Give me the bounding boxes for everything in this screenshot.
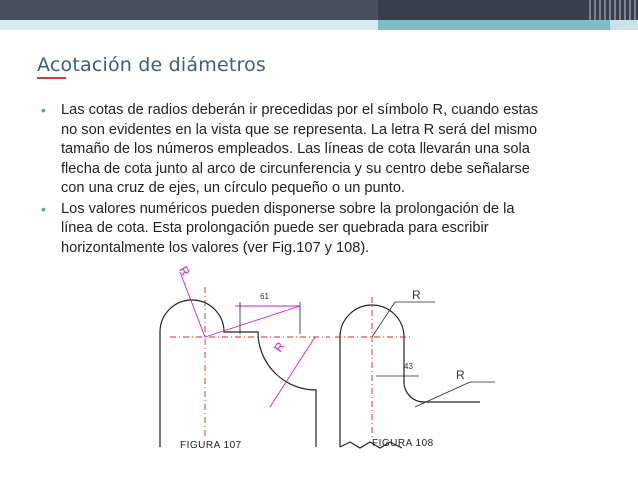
bullet-line: Las cotas de radios deberán ir precedidas por el símbolo R, cuando estas xyxy=(61,102,539,118)
fig108-dimension-lines xyxy=(372,302,495,407)
bullet-line: línea de cota. Esta prolongación puede ser quebrada para escribir xyxy=(61,220,489,236)
bullet-line: con una cruz de ejes, un círculo pequeño o un punto. xyxy=(61,180,406,196)
fig107-caption: FIGURA 107 xyxy=(180,440,242,451)
title-underline xyxy=(37,77,66,79)
top-decorative-band xyxy=(0,0,638,20)
fig107-dim-value: 61 xyxy=(260,292,269,301)
figure-107-drawing xyxy=(160,300,316,447)
bullet-list xyxy=(35,101,605,259)
fig107-r2-label: R xyxy=(271,339,288,355)
bullet-line: flecha de cota junto al arco de circunferencia y su centro debe señalarse xyxy=(61,160,530,177)
bullet-icon: • xyxy=(41,200,46,217)
fig107-extension-lines xyxy=(240,302,300,334)
fig108-r2-label: R xyxy=(456,368,465,382)
fig107-outline xyxy=(160,300,316,447)
bullet-line: horizontalmente los valores (ver Fig.107 y 108). xyxy=(61,239,370,256)
bullet-line: Los valores numéricos pueden disponerse sobre la prolongación de la xyxy=(61,200,515,217)
fig107-r1-label: R xyxy=(176,263,193,279)
teal-decorative-band xyxy=(0,20,638,31)
fig108-r1-label: R xyxy=(412,288,421,302)
figures-drawing xyxy=(140,262,520,468)
slide-title: Acotación de diámetros xyxy=(37,54,266,76)
bullet-line: tamaño de los números empleados. Las líneas de cota llevarán una sola xyxy=(61,141,530,157)
bullet-item-2 xyxy=(35,200,605,259)
dimensioning-figures xyxy=(140,262,520,468)
bullet-icon: • xyxy=(41,102,46,118)
fig108-caption: FIGURA 108 xyxy=(372,438,434,449)
fig108-dim-value: 43 xyxy=(404,362,413,371)
bullet-item-1 xyxy=(35,101,605,199)
top-stripes xyxy=(586,0,636,20)
band-divider xyxy=(0,30,638,31)
bullet-line: no son evidentes en la vista que se representa. La letra R será del mismo xyxy=(61,121,538,138)
